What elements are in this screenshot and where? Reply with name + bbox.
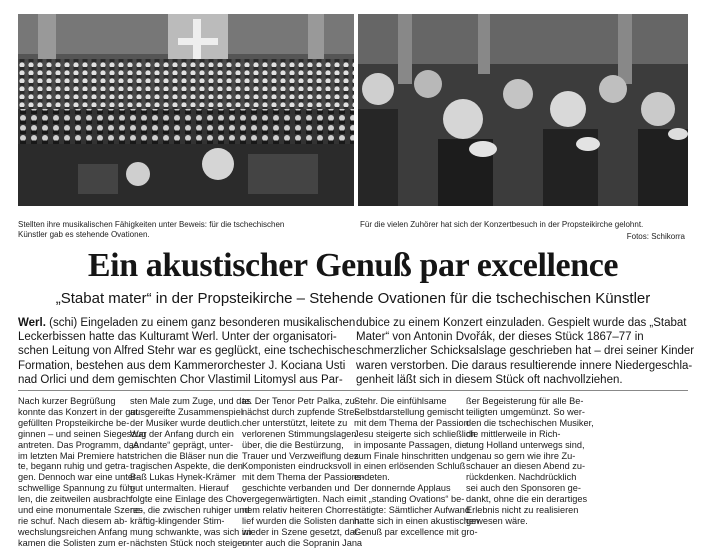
body-line: unter auch die Sopranin Jana [242, 537, 363, 548]
body-line: mit dem Thema der Passion [354, 417, 469, 428]
intro-line: waren verstorben. Die daraus resultierende innere Niedergeschla- [356, 359, 693, 372]
body-line: antreten. Das Programm, das [18, 439, 139, 450]
body-line: ßer Begeisterung für alle Be- [466, 396, 584, 406]
body-line: Komponisten eindrucksvoll [242, 461, 352, 472]
body-line: und eine monumentale Szene- [18, 505, 144, 516]
body-line: über, die die Bestürzung, [242, 439, 344, 450]
body-line: genau so gern wie ihre Zu- [466, 450, 576, 461]
dateline: Werl. [18, 317, 46, 329]
body-line: sten Male zum Zuge, und das [130, 396, 252, 406]
body-line: stätigte: Sämtlicher Aufwand [354, 505, 470, 516]
photo-choir-orchestra [18, 14, 354, 206]
intro-column-1 [18, 316, 356, 387]
body-line: mit dem Thema der Passions- [242, 472, 365, 483]
body-line: vergegenwärtigten. Nach ei- [242, 494, 357, 505]
body-line: strichen die Bläser nun die [130, 450, 239, 461]
body-column-3 [242, 396, 365, 549]
body-line: tung Holland unterwegs sind, [466, 439, 585, 450]
body-line: dankt, ohne die ein derartiges [466, 494, 588, 505]
photo-caption-right: Für die vielen Zuhörer hat sich der Konzertbesuch in der Propsteikirche gelohnt. [360, 220, 644, 229]
body-line: „Andante“ geprägt, unter- [130, 439, 234, 450]
body-line: nächst durch zupfende Strei- [242, 406, 360, 417]
body-line: Selbstdarstellung gemischt [354, 406, 464, 417]
body-line: rie schuf. Nach diesem ab- [18, 515, 128, 526]
body-line: gefüllten Propsteikirche be- [18, 417, 130, 428]
body-line: rückdenken. Nachdrücklich [466, 472, 577, 483]
body-line: Erlebnis nicht zu realisieren [466, 505, 579, 516]
body-line: hatte sich in einen akustischen [354, 515, 480, 526]
body-column-1 [18, 396, 147, 549]
body-line: Stehr. Die einfühlsame [354, 396, 447, 406]
body-line: konnte das Konzert in der gut [18, 406, 139, 417]
body-column-2 [130, 396, 252, 549]
caption-left-line: Künstler gab es stehende Ovationen. [18, 230, 150, 239]
body-column-4 [354, 396, 480, 538]
intro-line: (schi) Eingeladen zu einem ganz besonderen musikalischen [45, 317, 356, 329]
body-line: nächsten Stück noch steiger- [130, 537, 249, 548]
body-line: teiligten umgemünzt. So wer- [466, 406, 585, 417]
intro-line: nad Orlici und dem gemischten Chor Vlastimil Litomysl aus Par- [18, 373, 343, 386]
intro-line: Formation, bestehen aus dem Kammerorchester J. Kociana Usti [18, 359, 346, 372]
body-line: in imposante Passagen, die [354, 439, 467, 450]
body-line: Jesu steigerte sich schließlich [354, 428, 476, 439]
body-line: die mittlerweile in Rich- [466, 428, 561, 439]
body-line: wieder in Szene gesetzt, dar- [242, 526, 361, 537]
body-line: gen. Dennoch war eine unter- [18, 472, 140, 483]
body-line: Der donnernde Applaus [354, 483, 451, 494]
body-line: endeten. [354, 472, 390, 483]
body-line: War der Anfang durch ein [130, 428, 234, 439]
caption-left-line: Stellten ihre musikalischen Fähigkeiten unter Beweis: für die tschechischen [18, 220, 285, 229]
intro-line: dubice zu einem Konzert einzuladen. Gespielt wurde das „Stabat [356, 317, 687, 329]
body-line: mit „standing Ovations“ be- [354, 494, 465, 505]
intro-line: Leckerbissen hatte das Kulturamt Werl. Unter der organisatori- [18, 331, 337, 344]
photo-audience [358, 14, 688, 206]
body-line: len, die zeitweilen ausbrach [18, 494, 131, 505]
body-line: schauer an diesen Abend zu- [466, 461, 586, 472]
body-line: in einen erlösenden Schluß [354, 461, 466, 472]
body-line: ginnen – und seinen Siegeszug [18, 428, 147, 439]
intro-line: schen Leitung von Alfred Stehr war es geglückt, eine tschechische [18, 345, 356, 358]
body-line: kamen die Solisten zum er- [18, 537, 130, 548]
intro-column-2 [356, 316, 695, 387]
body-line: sei auch den Sponsoren ge- [466, 483, 581, 494]
body-line: im letzten Mai Premiere hat- [18, 450, 133, 461]
body-line: te. Der Tenor Petr Palka, zu- [242, 396, 358, 406]
photo-choir-graphic [18, 14, 354, 206]
intro-line: Mater“ von Antonin Dvořák, der dieses Stück 1867–77 in [356, 331, 644, 344]
body-line: cher unterstützt, leitete zu [242, 417, 348, 428]
body-column-5 [466, 396, 594, 527]
body-line: schwellige Spannung zu füh- [18, 483, 136, 494]
body-line: der Musiker wurde deutlich. [130, 417, 243, 428]
body-line: wechslungsreichen Anfang [18, 526, 128, 537]
body-line: te, begann ruhig und getra- [18, 461, 129, 472]
photo-credit: Fotos: Schikorra [626, 232, 685, 241]
section-divider [18, 390, 688, 391]
body-line: gut untermalten. Hierauf [130, 483, 229, 494]
photo-audience-graphic [358, 14, 688, 206]
body-line: gewesen wäre. [466, 515, 528, 526]
body-line: zum Finale hinschritten und [354, 450, 467, 461]
body-line: geschichte verbanden und [242, 483, 350, 494]
body-line: res, die zwischen ruhiger und [130, 505, 250, 516]
body-line: Trauer und Verzweiflung des [242, 450, 359, 461]
body-line: den die tschechischen Musiker, [466, 417, 594, 428]
body-line: lief wurden die Solisten dann [242, 515, 360, 526]
headline: Ein akustischer Genuß par excellence [87, 247, 619, 284]
body-line: folgte eine Einlage des Cho- [130, 494, 246, 505]
body-line: Baß Lukas Hynek-Krämer [130, 472, 236, 483]
intro-line: schmerzlicher Schicksalslage geschrieben hat – drei seiner Kinder [356, 345, 695, 358]
body-line: mung schwankte, was sich im [130, 526, 252, 537]
photo-caption-left [18, 220, 354, 240]
body-line: nem relativ heiteren Chorre- [242, 505, 357, 516]
body-line: ausgereifte Zusammenspiel [130, 406, 243, 417]
body-line: kräftig-klingender Stim- [130, 515, 225, 526]
subheadline: „Stabat mater“ in der Propsteikirche – Stehende Ovationen für die tschechischen Künstler [55, 290, 651, 307]
body-line: Nach kurzer Begrüßung [18, 396, 116, 406]
body-line: Genuß par excellence mit gro- [354, 526, 478, 537]
body-line: verlorenen Stimmungslagen [242, 428, 357, 439]
body-line: tragischen Aspekte, die den [130, 461, 243, 472]
intro-line: genheit läßt sich in diesem Stück oft nachvollziehen. [356, 373, 623, 386]
